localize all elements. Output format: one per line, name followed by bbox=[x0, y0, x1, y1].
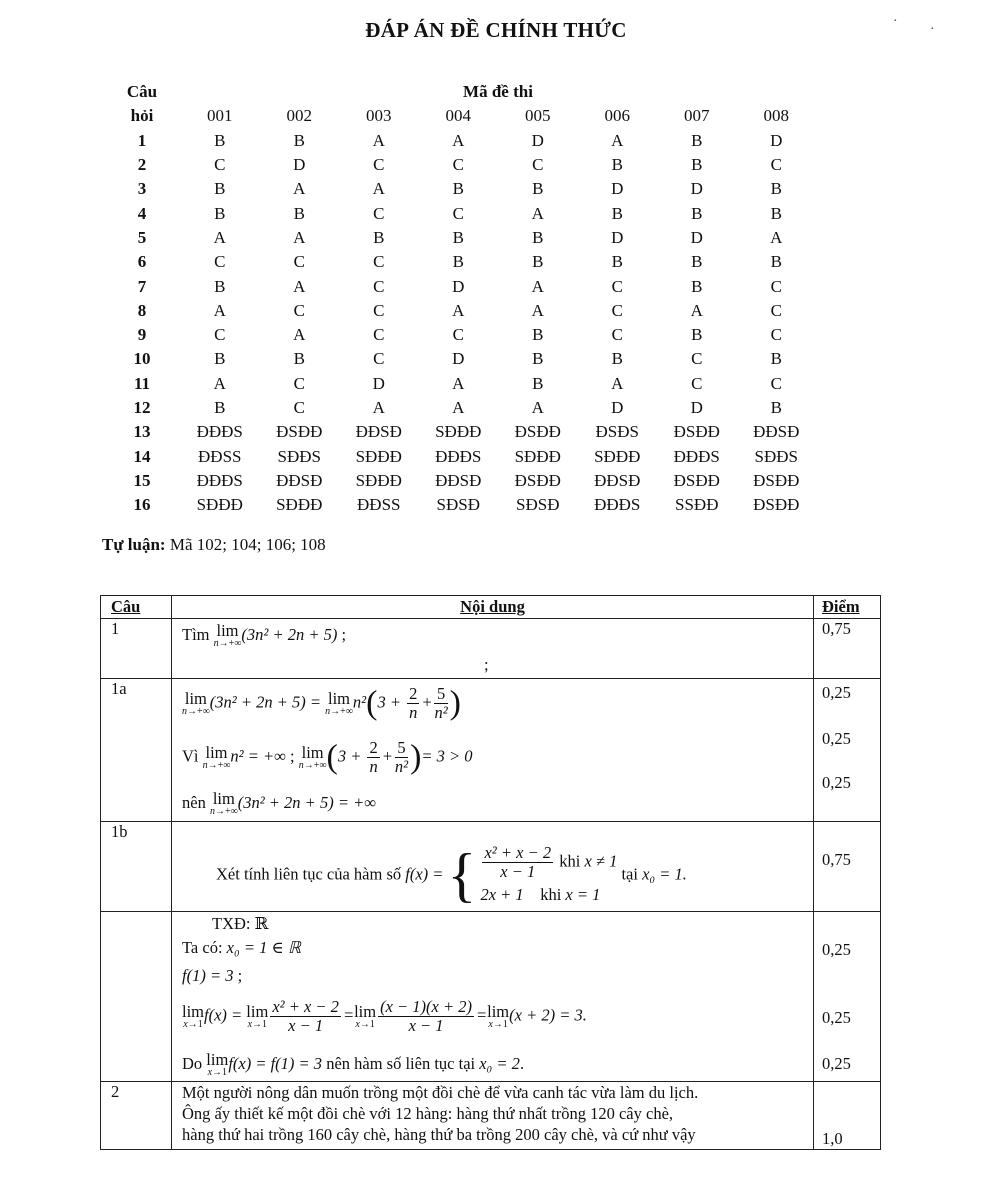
answer-cell: B bbox=[611, 252, 623, 272]
scan-dot: · bbox=[893, 14, 898, 29]
header-noi-dung: Nội dung bbox=[172, 596, 814, 619]
answer-cell: ĐSĐĐ bbox=[753, 470, 800, 490]
answer-cell: A bbox=[213, 300, 226, 320]
question-header: Câu bbox=[126, 82, 158, 102]
txd-line: TXĐ: ℝ bbox=[212, 914, 269, 933]
content-cell bbox=[172, 679, 814, 822]
table-row bbox=[104, 323, 816, 347]
answer-cell: SĐSĐ bbox=[436, 495, 480, 515]
cau-cell: 1b bbox=[101, 822, 172, 912]
content-cell: Một người nông dân muốn trồng một đồi chè để vừa canh tác vừa làm du lịch. Ông ấy thiết kế một đồi chè với 12 hàng: hàng thứ nhất trồng 120 cây chè, hàng thứ hai trồng 160 cây chè, hàng thứ ba trồng 200 cây chè, và cứ như vậy bbox=[172, 1082, 814, 1150]
answer-cell: B bbox=[770, 203, 782, 223]
question-number: 12 bbox=[133, 398, 151, 417]
page-title: ĐÁP ÁN ĐỀ CHÍNH THỨC bbox=[365, 18, 627, 42]
answer-cell: C bbox=[293, 300, 305, 320]
essay-codes: Mã 102; 104; 106; 108 bbox=[165, 535, 326, 554]
answer-cell: A bbox=[293, 227, 306, 247]
answer-cell: B bbox=[214, 203, 226, 223]
answer-cell: C bbox=[373, 276, 385, 296]
answer-cell: C bbox=[770, 373, 782, 393]
answer-cell: ĐSĐS bbox=[595, 422, 639, 442]
answer-cell: C bbox=[611, 276, 623, 296]
answer-cell: A bbox=[452, 373, 465, 393]
exam-code: 006 bbox=[604, 106, 630, 126]
answer-cell: A bbox=[611, 373, 624, 393]
answer-cell: A bbox=[372, 398, 385, 417]
answer-cell: B bbox=[293, 349, 305, 369]
answer-cell: D bbox=[531, 130, 544, 150]
content-cell bbox=[172, 822, 814, 912]
answer-cell: C bbox=[373, 155, 385, 175]
answer-cell: D bbox=[690, 179, 703, 199]
answer-cell: B bbox=[532, 373, 544, 393]
answer-cell: ĐSĐĐ bbox=[753, 495, 800, 515]
formula-1a-1: lim n→+∞ (3n² + 2n + 5) = lim n→+∞ n²(3 + $\frac{2}{n}$ + $\frac{5}{\text{n²}}$ ) bbox=[182, 684, 461, 722]
answer-cell: ĐĐĐS bbox=[196, 470, 243, 490]
answer-cell: A bbox=[611, 130, 624, 150]
points-cell: 0,25 0,25 0,25 bbox=[814, 912, 881, 1082]
answer-cell: B bbox=[214, 276, 226, 296]
cau-cell: 1a bbox=[101, 679, 172, 822]
answer-cell: A bbox=[452, 130, 465, 150]
answer-cell: SĐĐĐ bbox=[355, 470, 402, 490]
question-number: 16 bbox=[133, 495, 151, 515]
question-number: 1 bbox=[137, 130, 147, 150]
cau-cell bbox=[101, 912, 172, 1082]
table-row bbox=[104, 493, 816, 517]
answer-cell: SĐĐĐ bbox=[276, 495, 323, 515]
answer-cell: D bbox=[293, 155, 306, 175]
answer-cell: D bbox=[770, 130, 783, 150]
table-row bbox=[104, 299, 816, 323]
table-row bbox=[101, 912, 881, 1082]
answer-cell: B bbox=[214, 179, 226, 199]
formula-1a-3: nên lim n→+∞ (3n² + 2n + 5) = +∞ bbox=[182, 789, 376, 817]
answer-cell: B bbox=[770, 349, 782, 369]
answer-cell: A bbox=[452, 398, 465, 417]
table-row bbox=[104, 153, 816, 177]
answer-cell: B bbox=[611, 155, 623, 175]
table-row bbox=[101, 822, 881, 912]
answer-cell: ĐĐSĐ bbox=[276, 470, 323, 490]
answer-cell: SSĐĐ bbox=[675, 495, 719, 515]
answer-cell: D bbox=[690, 398, 703, 417]
answer-cell: B bbox=[691, 130, 703, 150]
answer-cell: ĐĐĐS bbox=[196, 422, 243, 442]
answer-cell: D bbox=[611, 227, 624, 247]
answer-cell: A bbox=[531, 398, 544, 417]
answer-cell: ĐSĐĐ bbox=[673, 422, 720, 442]
answer-cell: C bbox=[452, 155, 464, 175]
cau-cell: 1 bbox=[101, 619, 172, 679]
answer-cell: B bbox=[214, 130, 226, 150]
answer-cell: SĐĐĐ bbox=[594, 446, 641, 466]
exam-code: 002 bbox=[286, 106, 312, 126]
answer-cell: A bbox=[531, 276, 544, 296]
question-number: 7 bbox=[137, 276, 147, 296]
table-row bbox=[104, 420, 816, 444]
answer-cell: A bbox=[770, 227, 783, 247]
answer-cell: C bbox=[373, 203, 385, 223]
answer-cell: B bbox=[373, 227, 385, 247]
question-number: 2 bbox=[137, 155, 147, 175]
table-row bbox=[104, 201, 816, 225]
answer-cell: A bbox=[372, 179, 385, 199]
answer-cell: ĐĐSĐ bbox=[753, 422, 800, 442]
answer-cell: ĐĐSĐ bbox=[355, 422, 402, 442]
answer-cell: B bbox=[452, 227, 464, 247]
answer-cell: A bbox=[213, 373, 226, 393]
essay-label: Tự luận: bbox=[102, 535, 166, 554]
answer-cell: B bbox=[532, 349, 544, 369]
exam-code: 001 bbox=[207, 106, 233, 126]
question-header: hỏi bbox=[130, 106, 154, 126]
answer-cell: B bbox=[293, 130, 305, 150]
answer-cell: D bbox=[372, 373, 385, 393]
answer-cell: B bbox=[611, 203, 623, 223]
answer-cell: SĐĐĐ bbox=[514, 446, 561, 466]
answer-cell: C bbox=[214, 155, 226, 175]
answer-cell: A bbox=[531, 300, 544, 320]
answer-cell: B bbox=[691, 203, 703, 223]
answer-cell: ĐSĐĐ bbox=[514, 422, 561, 442]
conclusion-line: Do lim x→1 f(x) = f(1) = 3 nên hàm số liên tục tại x₀ = 2. bbox=[182, 1050, 525, 1078]
answer-cell: A bbox=[690, 300, 703, 320]
answer-cell: C bbox=[611, 325, 623, 345]
table-row bbox=[104, 177, 816, 201]
answer-cell: B bbox=[214, 398, 226, 417]
points-cell: 0,75 bbox=[814, 619, 881, 679]
answer-cell: SĐĐĐ bbox=[196, 495, 243, 515]
answer-cell: D bbox=[611, 179, 624, 199]
answer-cell: B bbox=[532, 179, 544, 199]
answer-cell: B bbox=[770, 398, 782, 417]
answer-cell: B bbox=[532, 252, 544, 272]
header-cau: Câu bbox=[101, 596, 172, 619]
answer-cell: C bbox=[770, 300, 782, 320]
exam-code: 003 bbox=[366, 106, 392, 126]
answer-cell: D bbox=[452, 349, 465, 369]
answer-cell: C bbox=[452, 203, 464, 223]
limit-line: lim x→1 f(x) = lim x→1 $\frac{\text{x² + x − 2}}{x - 1}$ =lim x→1 $\frac{(x - 1)(x + 2)}{x - 1}$ =lim x→1 (x + 2) = 3. bbox=[182, 997, 587, 1035]
question-number: 6 bbox=[137, 252, 147, 272]
content-cell bbox=[172, 912, 814, 1082]
answer-cell: C bbox=[770, 276, 782, 296]
answer-cell: D bbox=[611, 398, 624, 417]
table-row bbox=[104, 469, 816, 493]
table-row bbox=[104, 274, 816, 298]
answer-cell: B bbox=[532, 325, 544, 345]
answer-cell: A bbox=[372, 130, 385, 150]
question-number: 5 bbox=[137, 227, 147, 247]
answer-cell: D bbox=[690, 227, 703, 247]
continuity-question: Xét tính liên tục của hàm số f(x) = { $\frac{\text{x² + x − 2}}{x - 1}$ khi x ≠ 1 2x + 1 khi x = 1 tại x₀ = 1. bbox=[216, 841, 687, 908]
answer-cell: B bbox=[611, 349, 623, 369]
answer-cell: A bbox=[213, 227, 226, 247]
essay-table bbox=[100, 595, 881, 1150]
table-row bbox=[104, 347, 816, 371]
answer-cell: SĐĐĐ bbox=[435, 422, 482, 442]
answer-cell: ĐĐĐS bbox=[673, 446, 720, 466]
answer-cell: B bbox=[452, 252, 464, 272]
answer-cell: A bbox=[531, 203, 544, 223]
table-row bbox=[101, 679, 881, 822]
answer-cell: B bbox=[691, 325, 703, 345]
question-number: 8 bbox=[137, 300, 147, 320]
question-number: 11 bbox=[133, 373, 151, 393]
taco-line: Ta có: x₀ = 1 ∈ ℝ bbox=[182, 938, 301, 957]
f1-line: f(1) = 3 ; bbox=[182, 966, 243, 985]
answer-cell: SĐĐS bbox=[754, 446, 798, 466]
answer-cell: ĐĐSĐ bbox=[594, 470, 641, 490]
content-cell: Tìm lim n→+∞ (3n² + 2n + 5) ; ; bbox=[172, 619, 814, 679]
points-cell: 1,0 bbox=[814, 1082, 881, 1150]
answer-cell: C bbox=[373, 349, 385, 369]
answer-cell: C bbox=[532, 155, 544, 175]
table-row bbox=[104, 444, 816, 468]
answer-cell: SĐĐS bbox=[277, 446, 321, 466]
scan-dot: · bbox=[930, 22, 935, 37]
answer-cell: SĐĐĐ bbox=[355, 446, 402, 466]
question-number: 13 bbox=[133, 422, 151, 442]
answer-cell: B bbox=[770, 179, 782, 199]
table-row bbox=[101, 1082, 881, 1150]
answer-cell: A bbox=[293, 276, 306, 296]
answer-cell: A bbox=[293, 179, 306, 199]
answer-cell: C bbox=[214, 252, 226, 272]
exam-code: 005 bbox=[525, 106, 551, 126]
answer-key-table bbox=[104, 80, 816, 517]
answer-cell: A bbox=[293, 325, 306, 345]
formula-1a-2: Vì lim n→+∞ n² = +∞ ; lim n→+∞ (3 + $\frac{2}{n}$ + $\frac{5}{\text{n²}}$ )= 3 > 0 bbox=[182, 738, 473, 776]
answer-cell: ĐĐĐS bbox=[435, 446, 482, 466]
table-row bbox=[104, 129, 816, 153]
answer-cell: SĐSĐ bbox=[516, 495, 560, 515]
table-row bbox=[101, 619, 881, 679]
answer-cell: A bbox=[452, 300, 465, 320]
semicolon: ; bbox=[484, 655, 489, 674]
answer-cell: B bbox=[691, 252, 703, 272]
header-diem: Điểm bbox=[814, 596, 881, 619]
answer-cell: C bbox=[691, 349, 703, 369]
answer-cell: ĐĐSĐ bbox=[435, 470, 482, 490]
question-number: 14 bbox=[133, 446, 151, 466]
answer-cell: ĐĐSS bbox=[357, 495, 401, 515]
essay-codes-line bbox=[102, 535, 326, 555]
answer-cell: B bbox=[691, 276, 703, 296]
answer-cell: C bbox=[293, 373, 305, 393]
table-row bbox=[104, 250, 816, 274]
limit-expr: lim n→+∞ bbox=[213, 621, 242, 649]
answer-cell: B bbox=[452, 179, 464, 199]
question-number: 15 bbox=[133, 470, 151, 490]
answer-cell: B bbox=[770, 252, 782, 272]
answer-cell: C bbox=[373, 300, 385, 320]
answer-cell: B bbox=[691, 155, 703, 175]
answer-cell: ĐSĐĐ bbox=[514, 470, 561, 490]
answer-cell: C bbox=[373, 252, 385, 272]
question-number: 3 bbox=[137, 179, 147, 199]
answer-cell: ĐSĐĐ bbox=[673, 470, 720, 490]
answer-cell: C bbox=[452, 325, 464, 345]
question-number: 4 bbox=[137, 203, 147, 223]
answer-cell: C bbox=[293, 398, 305, 417]
cau-cell: 2 bbox=[101, 1082, 172, 1150]
answer-cell: C bbox=[293, 252, 305, 272]
answer-cell: B bbox=[293, 203, 305, 223]
table-row bbox=[104, 396, 816, 420]
tim-text: Tìm bbox=[182, 624, 210, 644]
answer-cell: ĐĐĐS bbox=[594, 495, 641, 515]
answer-cell: C bbox=[611, 300, 623, 320]
answer-cell: ĐSĐĐ bbox=[276, 422, 323, 442]
answer-cell: C bbox=[691, 373, 703, 393]
answer-cell: B bbox=[532, 227, 544, 247]
answer-cell: C bbox=[214, 325, 226, 345]
exam-code: 007 bbox=[684, 106, 710, 126]
question-number: 9 bbox=[137, 325, 147, 345]
answer-cell: D bbox=[452, 276, 465, 296]
question-number: 10 bbox=[133, 349, 151, 369]
table-row bbox=[104, 226, 816, 250]
answer-cell: B bbox=[214, 349, 226, 369]
exam-code: 008 bbox=[763, 106, 789, 126]
code-group-header: Mã đề thi bbox=[463, 82, 533, 102]
points-cell: 0,75 bbox=[814, 822, 881, 912]
points-cell: 0,25 0,25 0,25 bbox=[814, 679, 881, 822]
answer-cell: ĐĐSS bbox=[198, 446, 242, 466]
exam-code: 004 bbox=[445, 106, 471, 126]
answer-cell: C bbox=[373, 325, 385, 345]
table-row bbox=[104, 372, 816, 396]
answer-cell: C bbox=[770, 325, 782, 345]
answer-cell: C bbox=[770, 155, 782, 175]
